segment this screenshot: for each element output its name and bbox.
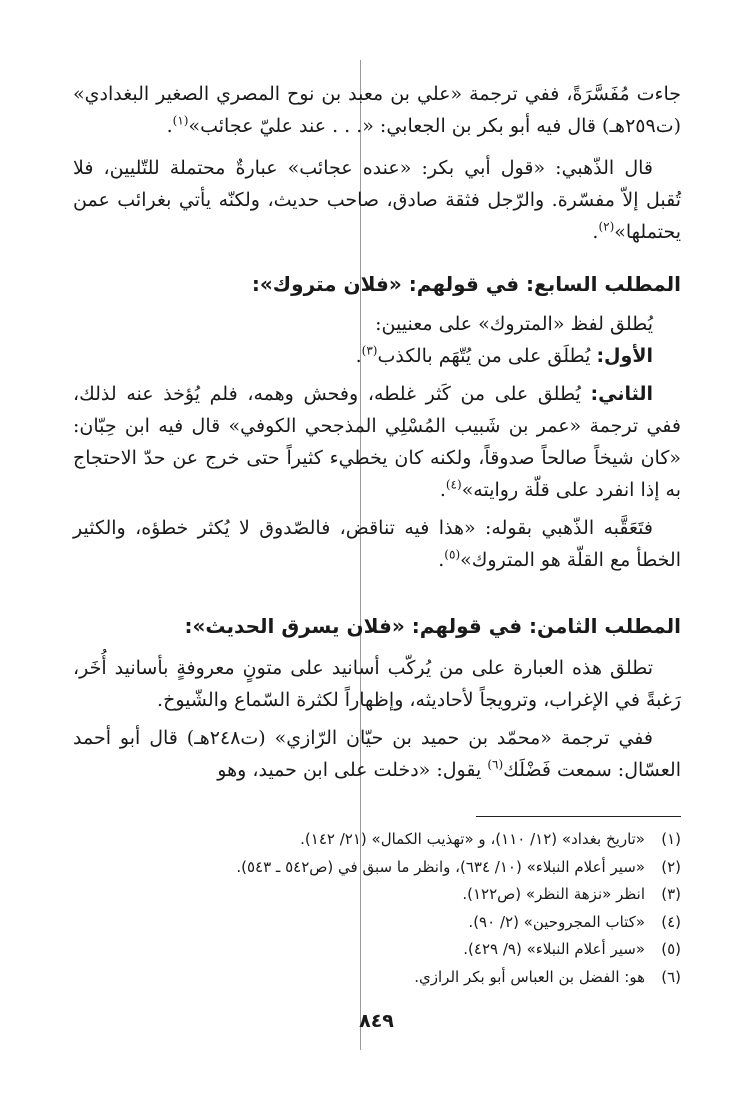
first-label: الأول: xyxy=(596,345,653,367)
matruk-intro: يُطلق لفظ «المتروك» على معنيين: xyxy=(375,313,653,335)
footnote-item: (٣) انظر «نزهة النظر» (ص١٢٢). xyxy=(462,885,681,903)
footnote-ref-1[interactable]: (١) xyxy=(172,113,189,128)
second-label: الثاني: xyxy=(590,383,653,405)
steals-example: ففي ترجمة «محمّد بن حميد بن حيّان الرّازي» (ت٢٤٨هـ) قال أبو أحمد العسّال: سمعت فَضْلَك$^{(٦)}$ يقول: «دخلت على ابن حميد، وهو xyxy=(73,727,681,781)
heading-matruk: المطلب السابع: في قولهم: «فلان متروك»: xyxy=(251,272,681,296)
footnote-ref-2[interactable]: (٢) xyxy=(598,219,615,234)
matruk-dhahabi: فتَعَقَّبه الذّهبي بقوله: «هذا فيه تناقض، فالصّدوق لا يُكثر خطؤه، والكثير الخطأ مع القلّة هو المتروك»$^{(٥)}$. xyxy=(73,517,681,571)
footnote-item: (٤) «كتاب المجروحين» (٢/ ٩٠). xyxy=(468,912,681,931)
matruk-second-meaning: الثاني: يُطلق على من كَثر غلطه، وفحش وهمه، فلم يُؤخذ عنه لذلك، ففي ترجمة «عمر بن شَبيب المُسْلِي المذجحي الكوفي» قال فيه ابن حِبّان: «كان شيخاً صالحاً صدوقاً، ولكنه كان يخطيء كثيراً حتى خرج عن حدّ الاحتجاج به إذا انفرد على قلّة روايته»$^{(٤)}$. xyxy=(73,383,681,501)
footnotes xyxy=(73,826,681,991)
section-matruk xyxy=(73,268,681,576)
matruk-first-meaning: الأول: يُطلَق على من يُتّهَم بالكذب$^{(٣)}$. xyxy=(355,343,653,367)
footnote-ref-4[interactable]: (٤) xyxy=(445,477,462,492)
footnote-item: (٥) «سير أعلام النبلاء» (٩/ ٤٢٩). xyxy=(463,940,681,958)
footnote-ref-6[interactable]: (٦) xyxy=(487,757,504,772)
paragraph-ibn-maabad: جاءت مُفَسَّرَةً، ففي ترجمة «علي بن معبد بن نوح المصري الصغير البغدادي» (ت٢٥٩هـ) قال فيه أبو بكر بن الجعابي: «. . . عند عليّ عجائب»$^{(١)}$. xyxy=(73,83,681,137)
footnote-ref-3[interactable]: (٣) xyxy=(361,343,378,358)
opening-text xyxy=(73,78,681,248)
footnote-item: (٢) «سير أعلام النبلاء» (١٠/ ٦٣٤)، وانظر ما سبق في (ص٥٤٢ ـ ٥٤٣). xyxy=(236,857,681,876)
paragraph-dhahabi-comment: قال الذّهبي: «قول أبي بكر: «عنده عجائب» عبارةٌ محتملة للتّليين، فلا تُقبل إلاّ مفسّرة. والرّجل فثقة صادق، صاحب حديث، ولكنّه يأتي بغرائب عمن يحتملها»$^{(٢)}$. xyxy=(73,157,681,243)
heading-steals-hadith: المطلب الثامن: في قولهم: «فلان يسرق الحديث»: xyxy=(184,614,681,638)
footnote-item: (١) «تاريخ بغداد» (١٢/ ١١٠)، و «تهذيب الكمال» (٢١/ ١٤٢). xyxy=(300,830,681,848)
footnote-ref-5[interactable]: (٥) xyxy=(444,547,461,562)
footnote-separator xyxy=(476,816,681,817)
section-steals-hadith xyxy=(73,610,681,786)
page-number: ٨٤٩ xyxy=(359,1010,394,1032)
steals-definition: تطلق هذه العبارة على من يُركّب أسانيد على متونٍ معروفةٍ بأسانيد أُخَر، رَغبةً في الإغراب، وترويجاً لأحاديثه، وإظهاراً لكثرة السّماع والشّيوخ. xyxy=(73,657,681,711)
footnote-item: (٦) هو: الفضل بن العباس أبو بكر الرازي. xyxy=(414,967,681,986)
